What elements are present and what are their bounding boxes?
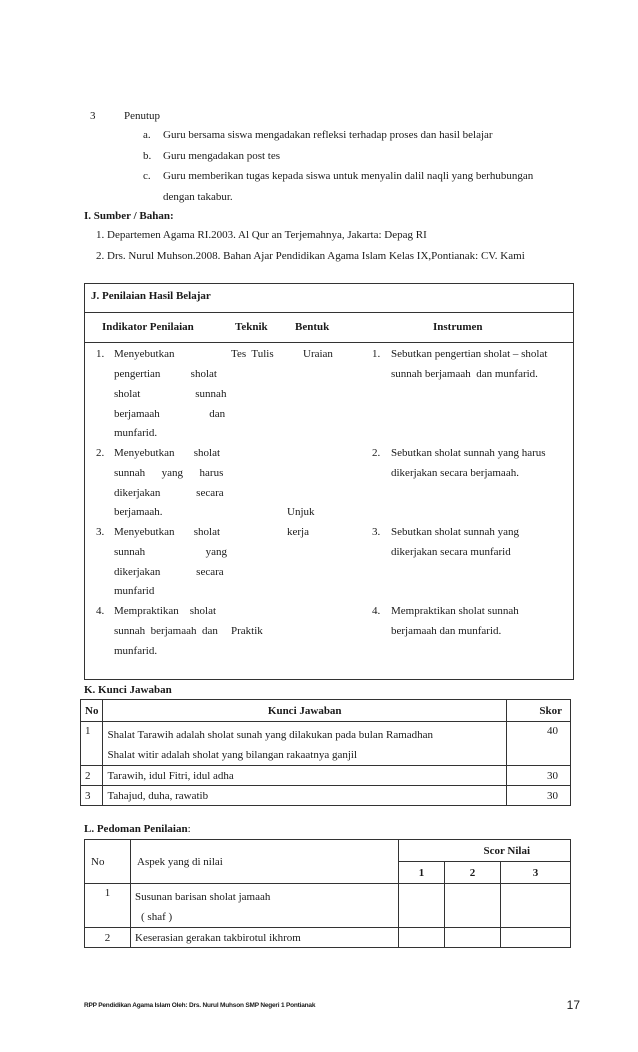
instrumen-1-no: 1. bbox=[372, 348, 381, 360]
col-skor: Scor Nilai bbox=[399, 840, 571, 862]
indikator-3-line: Menyebutkan sholat bbox=[114, 526, 221, 538]
row-no: 2 bbox=[85, 928, 131, 948]
kunci-table bbox=[80, 699, 571, 806]
pedoman-heading: L. Pedoman Penilaian bbox=[84, 823, 188, 835]
instrumen-3-line: Sebutkan sholat sunnah yang bbox=[391, 526, 520, 538]
pedoman-table bbox=[84, 839, 571, 948]
penutup-item-a: Guru bersama siswa mengadakan refleksi terhadap proses dan hasil belajar bbox=[163, 129, 493, 141]
col-level-2: 2 bbox=[445, 862, 501, 884]
col-level-1: 1 bbox=[399, 862, 445, 884]
instrumen-2-line: Sebutkan sholat sunnah yang harus bbox=[391, 447, 546, 459]
col-no: No bbox=[85, 840, 131, 884]
pedoman-heading-suffix: : bbox=[187, 823, 191, 835]
indikator-4-line: Mempraktikan sholat bbox=[114, 605, 217, 617]
instrumen-1-line: sunnah berjamaah dan munfarid. bbox=[391, 368, 538, 380]
score-cell bbox=[399, 928, 445, 948]
kunci-heading: K. Kunci Jawaban bbox=[84, 684, 172, 696]
sumber-item-2: 2. Drs. Nurul Muhson.2008. Bahan Ajar Pendidikan Agama Islam Kelas IX,Pontianak: CV. Kami bbox=[96, 250, 525, 262]
col-bentuk: Bentuk bbox=[295, 321, 330, 333]
score-cell bbox=[445, 884, 501, 928]
indikator-3-line: sunnah yang bbox=[114, 546, 228, 558]
table-row bbox=[85, 884, 571, 928]
penutup-item-c: Guru memberikan tugas kepada siswa untuk menyalin dalil naqli yang berhubungan bbox=[163, 170, 534, 182]
page-number: 17 bbox=[566, 998, 580, 1012]
table-row bbox=[85, 928, 571, 948]
penilaian-heading: J. Penilaian Hasil Belajar bbox=[91, 290, 211, 302]
indikator-3-line: dikerjakan secara bbox=[114, 566, 224, 578]
indikator-2-line: Menyebutkan sholat bbox=[114, 447, 221, 459]
row-no: 2 bbox=[81, 766, 103, 786]
indikator-2-line: sunnah yang harus bbox=[114, 467, 224, 479]
instrumen-2-line: dikerjakan secara berjamaah. bbox=[391, 467, 519, 479]
row-aspek-line: ( shaf ) bbox=[141, 911, 173, 923]
instrumen-4-no: 4. bbox=[372, 605, 381, 617]
row-aspek bbox=[131, 884, 399, 928]
penutup-number: 3 bbox=[90, 110, 96, 122]
col-skor: Skor bbox=[507, 700, 571, 722]
table-header-row bbox=[85, 840, 571, 862]
bentuk-unjuk: Unjuk bbox=[287, 506, 315, 518]
penutup-item-c-cont: dengan takabur. bbox=[163, 191, 233, 203]
row-answer: Tahajud, duha, rawatib bbox=[103, 786, 507, 806]
indikator-2-line: dikerjakan secara bbox=[114, 487, 224, 499]
indikator-2-no: 2. bbox=[96, 447, 105, 459]
teknik-praktik: Praktik bbox=[231, 625, 263, 637]
indikator-3-line: munfarid bbox=[114, 585, 155, 597]
penilaian-table bbox=[84, 283, 574, 680]
instrumen-1-line: Sebutkan pengertian sholat – sholat bbox=[391, 348, 548, 360]
indikator-1-line: berjamaah dan bbox=[114, 408, 226, 420]
row-skor: 30 bbox=[507, 766, 571, 786]
penutup-title: Penutup bbox=[124, 110, 161, 122]
row-no: 1 bbox=[85, 884, 131, 928]
col-instrumen: Instrumen bbox=[433, 321, 483, 333]
bentuk-kerja: kerja bbox=[287, 526, 309, 538]
score-cell bbox=[399, 884, 445, 928]
divider bbox=[85, 312, 573, 313]
row-aspek-line: Susunan barisan sholat jamaah bbox=[135, 891, 271, 903]
row-aspek: Keserasian gerakan takbirotul ikhrom bbox=[131, 928, 399, 948]
instrumen-4-line: Mempraktikan sholat sunnah bbox=[391, 605, 519, 617]
indikator-1-line: sholat sunnah bbox=[114, 388, 227, 400]
row-no: 1 bbox=[81, 722, 103, 766]
row-answer bbox=[103, 722, 507, 766]
teknik-tes-tulis: Tes Tulis bbox=[231, 348, 274, 360]
row-answer: Tarawih, idul Fitri, idul adha bbox=[103, 766, 507, 786]
divider bbox=[85, 342, 573, 343]
col-no: No bbox=[81, 700, 103, 722]
indikator-4-line: munfarid. bbox=[114, 645, 158, 657]
score-cell bbox=[445, 928, 501, 948]
pedoman-heading-wrap bbox=[84, 823, 191, 835]
indikator-1-line: Menyebutkan bbox=[114, 348, 175, 360]
table-row bbox=[81, 722, 571, 766]
indikator-1-no: 1. bbox=[96, 348, 105, 360]
penutup-item-a-label: a. bbox=[143, 129, 151, 141]
instrumen-4-line: berjamaah dan munfarid. bbox=[391, 625, 502, 637]
col-aspek: Aspek yang di nilai bbox=[131, 840, 399, 884]
col-indikator: Indikator Penilaian bbox=[102, 321, 194, 333]
col-level-3: 3 bbox=[501, 862, 571, 884]
bentuk-uraian: Uraian bbox=[303, 348, 333, 360]
instrumen-2-no: 2. bbox=[372, 447, 381, 459]
row-skor: 30 bbox=[507, 786, 571, 806]
footer-text: RPP Pendidikan Agama Islam Oleh: Drs. Nurul Muhson SMP Negeri 1 Pontianak bbox=[84, 1002, 316, 1009]
score-cell bbox=[501, 928, 571, 948]
indikator-4-no: 4. bbox=[96, 605, 105, 617]
penutup-item-b-label: b. bbox=[143, 150, 152, 162]
row-skor: 40 bbox=[507, 722, 571, 766]
penutup-item-c-label: c. bbox=[143, 170, 151, 182]
indikator-1-line: munfarid. bbox=[114, 427, 158, 439]
sumber-item-1: 1. Departemen Agama RI.2003. Al Qur an Terjemahnya, Jakarta: Depag RI bbox=[96, 229, 427, 241]
indikator-1-line: pengertian sholat bbox=[114, 368, 217, 380]
col-kunci: Kunci Jawaban bbox=[103, 700, 507, 722]
indikator-4-line: sunnah berjamaah dan bbox=[114, 625, 218, 637]
indikator-2-line: berjamaah. bbox=[114, 506, 163, 518]
table-row bbox=[81, 766, 571, 786]
table-header-row bbox=[81, 700, 571, 722]
row-no: 3 bbox=[81, 786, 103, 806]
instrumen-3-no: 3. bbox=[372, 526, 381, 538]
penutup-item-b: Guru mengadakan post tes bbox=[163, 150, 280, 162]
table-row bbox=[81, 786, 571, 806]
row-answer-line: Shalat Tarawih adalah sholat sunah yang dilakukan pada bulan Ramadhan bbox=[107, 729, 434, 741]
instrumen-3-line: dikerjakan secara munfarid bbox=[391, 546, 511, 558]
col-teknik: Teknik bbox=[235, 321, 268, 333]
sumber-heading: I. Sumber / Bahan: bbox=[84, 210, 174, 222]
row-answer-line: Shalat witir adalah sholat yang bilangan rakaatnya ganjil bbox=[107, 749, 358, 761]
score-cell bbox=[501, 884, 571, 928]
indikator-3-no: 3. bbox=[96, 526, 105, 538]
